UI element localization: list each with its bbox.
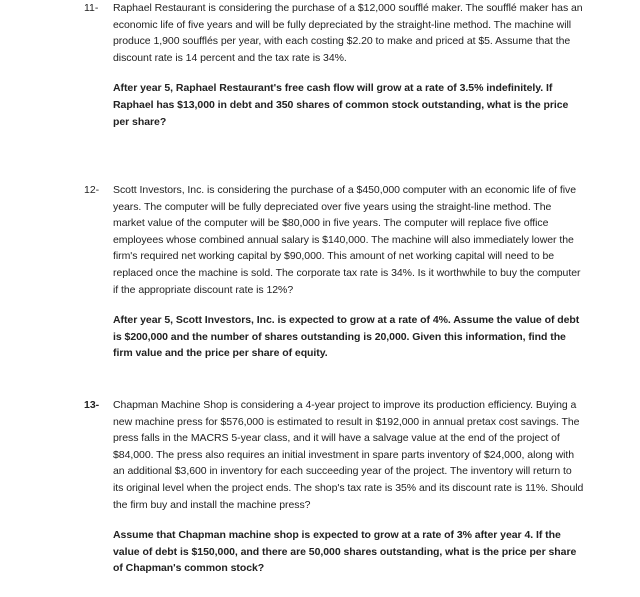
- problem-number: 13-: [84, 399, 100, 411]
- problem-followup: After year 5, Raphael Restaurant's free cash flow will grow at a rate of 3.5% indefinitely. If Raphael has $13,000 in debt and 350 shares of common stock outstanding, what is the price per share?: [113, 82, 569, 128]
- problem-13: [84, 397, 584, 577]
- problem-11: [84, 0, 584, 130]
- problem-followup: After year 5, Scott Investors, Inc. is expected to grow at a rate of 4%. Assume the value of debt is $200,000 and the number of shares outstanding is 20,000. Given this information, find the firm value and the price per share of equity.: [113, 314, 580, 360]
- problem-followup: Assume that Chapman machine shop is expected to grow at a rate of 3% after year 4. If the value of debt is $150,000, and there are 50,000 shares outstanding, what is the price per share of Chapman's common stock?: [113, 529, 577, 575]
- problem-text: Chapman Machine Shop is considering a 4-year project to improve its production efficiency. Buying a new machine press for $576,000 is estimated to result in $192,000 in annual pretax cost savings. The press falls in the MACRS 5-year class, and it will have a salvage value at the end of the project of $84,000. The press also requires an initial investment in spare parts inventory of $24,000, along with an additional $3,600 in inventory for each succeeding year of the project. The inventory will return to its original level when the project ends. The shop's tax rate is 35% and its discount rate is 11%. Should the firm buy and install the machine press?: [113, 399, 584, 511]
- problem-text: Scott Investors, Inc. is considering the purchase of a $450,000 computer with an economic life of five years. The computer will be fully depreciated over five years using the straight-line method. The market value of the computer will be $80,000 in five years. The computer will replace five office employees whose combined annual salary is $140,000. The machine will also immediately lower the firm's required net working capital by $90,000. This amount of net working capital will need to be replaced once the machine is sold. The corporate tax rate is 34%. Is it worthwhile to buy the computer if the appropriate discount rate is 12%?: [113, 184, 581, 296]
- problem-number: 12-: [84, 184, 100, 196]
- problem-number: 11-: [84, 2, 99, 14]
- problem-text: Raphael Restaurant is considering the purchase of a $12,000 soufflé maker. The soufflé maker has an economic life of five years and will be fully depreciated by the straight-line method. The machine will produce 1,900 soufflés per year, with each costing $2.20 to make and priced at $5. Assume that the discount rate is 14 percent and the tax rate is 34%.: [113, 2, 583, 64]
- problem-12: [84, 182, 584, 362]
